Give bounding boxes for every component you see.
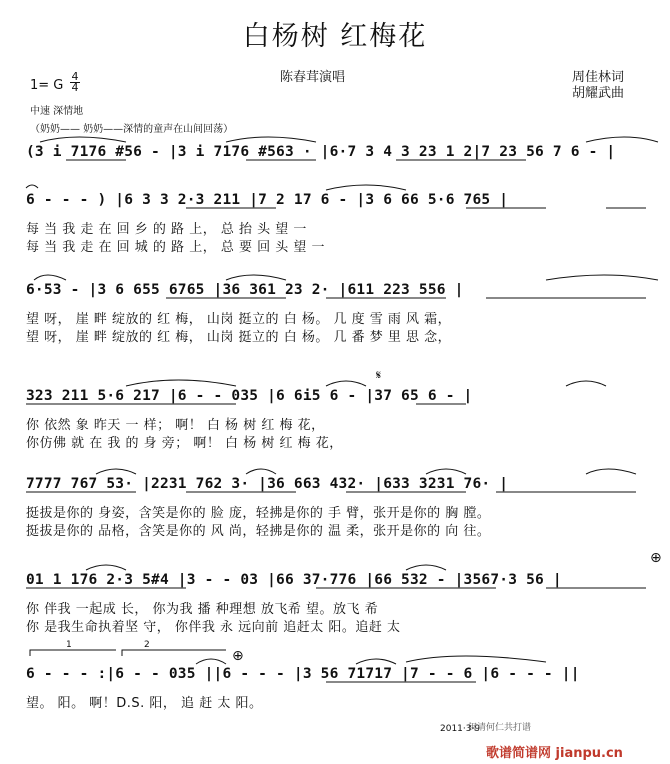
notation-line: 6 - - - :|6 - - 035 ||6 - - - |3 56 71717 |7 - - 6 |6 - - - || xyxy=(26,666,580,682)
song-title: 白杨树 红梅花 xyxy=(242,21,428,52)
lyrics-verse-2: 每 当 我 走 在 回 城 的 路 上， 总 要 回 头 望 一 xyxy=(26,240,325,255)
lyrics-verse-1: 你 依然 象 昨天 一 样； 啊！ 白 杨 树 红 梅 花， xyxy=(26,418,325,433)
segno-sign: 𝄋 xyxy=(376,368,382,382)
lyrics-verse-1: 挺拔是你的 身姿，含笑是你的 脸 庞，轻拂是你的 手 臂，张开是你的 胸 膛。 xyxy=(26,506,491,521)
date-stamp: 2011·3·9 xyxy=(440,724,481,734)
time-top: 4 xyxy=(71,70,79,83)
notation-line: 323 211 5·6 217 |6 - - 035 |6 6i5 6 - |37 65 6 - | xyxy=(26,388,473,404)
lyrics-verse-2: 挺拔是你的 品格，含笑是你的 风 尚，轻拂是你的 温 柔，张开是你的 向 往。 xyxy=(26,524,491,539)
intro-note: （奶奶—— 奶奶——深情的童声在山间回荡） xyxy=(30,124,234,135)
lyrics-verse-1: 望 呀， 崖 畔 绽放的 红 梅， 山岗 挺立的 白 杨。 几 度 雪 雨 风 霜， xyxy=(26,312,452,327)
notation-line: 7777 767 53· |2231 762 3· |36 663 432· |633 3231 76· | xyxy=(26,476,509,492)
lyrics-final: 望。 阳。 啊！D.S. 阳， 追 赶 太 阳。 xyxy=(26,696,263,711)
staff-system-3 xyxy=(26,276,658,356)
coda-sign: ⊕ xyxy=(232,648,244,664)
staff-system-7 xyxy=(26,640,658,716)
lyrics-verse-2: 望 呀， 崖 畔 绽放的 红 梅， 山岗 挺立的 白 杨。 几 番 梦 里 思 念， xyxy=(26,330,452,345)
notation-line: (3 i 7176 #56 - |3 i 7176 #563 · |6·7 3 4 3 23 1 2|7 23 56 7 6 - | xyxy=(26,144,616,160)
staff-system-4 xyxy=(26,368,658,462)
coda-sign: ⊕ xyxy=(650,550,662,566)
staff-system-2 xyxy=(26,186,658,266)
key-signature: 1= G xyxy=(30,78,64,93)
volta-first: 1 xyxy=(66,640,72,650)
tempo-marking: 中速 深情地 xyxy=(30,106,84,117)
time-bottom: 4 xyxy=(71,81,79,94)
lyrics-verse-2: 你 是我生命执着坚 守， 你伴我 永 远向前 追赶太 阳。追赶 太 xyxy=(26,620,401,635)
staff-system-1 xyxy=(26,138,658,178)
staff-system-6 xyxy=(26,550,662,646)
lyricist: 周佳林词 xyxy=(572,70,625,85)
site-watermark: 歌谱简谱网 jianpu.cn xyxy=(486,746,623,761)
lyrics-verse-1: 你 伴我 一起成 长， 你为我 播 种理想 放飞希 望。放飞 希 xyxy=(26,602,379,617)
volta-second: 2 xyxy=(144,640,150,650)
lyrics-verse-1: 每 当 我 走 在 回 乡 的 路 上， 总 抬 头 望 一 xyxy=(26,222,307,237)
time-signature xyxy=(70,72,80,93)
singer: 陈春茸演唱 xyxy=(280,70,346,85)
composer: 胡耀武曲 xyxy=(572,86,625,101)
staff-system-5 xyxy=(26,470,658,550)
notation-line: 01 1 176 2·3 5#4 |3 - - 03 |66 37·776 |66 532 - |3567·3 56 | xyxy=(26,572,562,588)
notation-line: 6 - - - ) |6 3 3 2·3 211 |7 2 17 6 - |3 6 66 5·6 765 | xyxy=(26,192,509,208)
lyrics-verse-2: 你仿佛 就 在 我 的 身 旁； 啊！ 白 杨 树 红 梅 花， xyxy=(26,436,343,451)
notation-line: 6·53 - |3 6 655 6765 |36 361 23 2· |611 223 556 | xyxy=(26,282,464,298)
publisher-note: 闽清何仁共打谱 xyxy=(468,723,532,733)
